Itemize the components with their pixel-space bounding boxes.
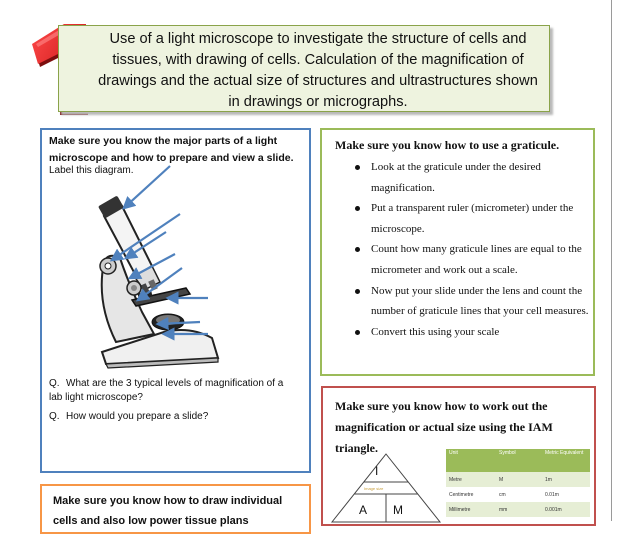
units-col-unit: Unit [446,449,496,472]
table-cell: Millimetre [446,502,496,517]
graticule-step: Now put your slide under the lens and count the number of graticule lines that your cell measures. [353,281,593,322]
graticule-heading: Make sure you know how to use a graticule. [335,138,560,152]
page-title: Use of a light microscope to investigate the structure of cells and tissues, with drawing of cells. Calculation of the magnification of drawings and the actual size of structures and ultrastructures shown in drawings or micrographs. [98,31,538,110]
table-cell: Metre [446,472,496,487]
question-text: What are the 3 typical levels of magnification of a lab light microscope? [49,378,284,403]
iam-image-letter: I [375,464,379,478]
title-box [58,25,550,112]
iam-triangle-diagram [330,452,442,524]
table-cell: M [496,472,542,487]
table-cell: 0.01m [542,487,590,502]
units-col-metric: Metric Equivalent [542,449,590,472]
page-edge-rule [611,0,612,521]
table-row [446,472,590,487]
question-prepare-slide [49,410,299,424]
graticule-step: Count how many graticule lines are equal to the micrometer and work out a scale. [353,239,593,280]
units-table-header [446,449,590,472]
cells-heading: Make sure you know how to draw individual cells and also low power tissue plans [53,495,283,527]
table-cell: mm [496,502,542,517]
units-col-symbol: Symbol [496,449,542,472]
units-table [446,449,590,517]
iam-image-size-label: Image size [364,486,384,491]
iam-actual-letter: A [359,503,368,517]
iam-heading: Make sure you know how to work out the magnification or actual size using the IAM triangle. [335,399,553,455]
table-row [446,502,590,517]
table-cell: cm [496,487,542,502]
microscope-subheading: Label this diagram. [49,165,134,176]
microscope-heading: Make sure you know the major parts of a light microscope and how to prepare and view a slide. [49,135,294,164]
graticule-steps [353,157,593,342]
table-cell: Centimetre [446,487,496,502]
microscope-diagram [94,192,224,372]
question-marker: Q. [49,411,60,422]
graticule-step: Look at the graticule under the desired magnification. [353,157,593,198]
question-magnification [49,377,299,405]
graticule-step: Convert this using your scale [353,322,593,343]
table-row [446,487,590,502]
table-cell: 1m [542,472,590,487]
question-marker: Q. [49,378,60,389]
question-text: How would you prepare a slide? [66,411,209,422]
table-cell: 0.001m [542,502,590,517]
graticule-step: Put a transparent ruler (micrometer) under the microscope. [353,198,593,239]
iam-magnification-letter: M [393,503,403,517]
